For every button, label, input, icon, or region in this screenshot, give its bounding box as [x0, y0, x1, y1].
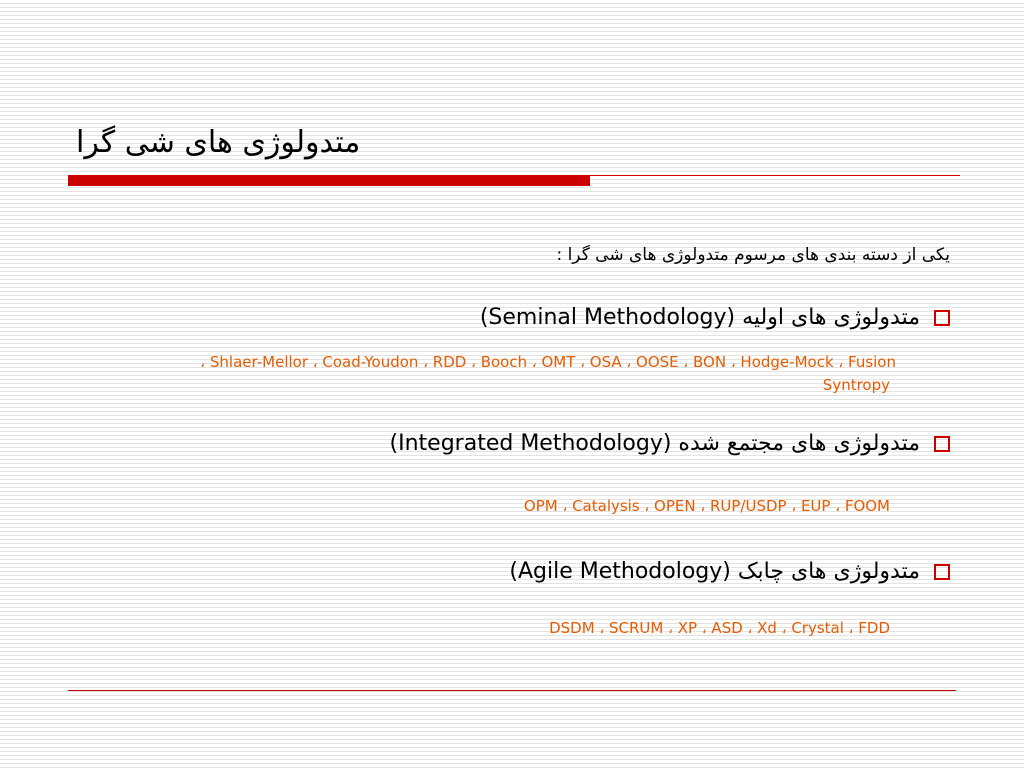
- section-heading: متدولوژی های مجتمع شده (Integrated Methodology): [389, 431, 920, 456]
- section-items: [549, 617, 890, 640]
- slide-title: متدولوژی های شی گرا: [76, 125, 361, 160]
- section-items: [200, 351, 896, 397]
- section-heading: متدولوژی های چابک (Agile Methodology): [509, 559, 920, 584]
- hollow-square-bullet-icon: [934, 564, 950, 580]
- section-integrated: [390, 431, 950, 456]
- section-items: [524, 495, 890, 518]
- hollow-square-bullet-icon: [934, 436, 950, 452]
- title-rule-thick: [68, 176, 590, 186]
- hollow-square-bullet-icon: [934, 310, 950, 326]
- items-line: Shlaer-Mellor ، Coad-Youdon ، RDD ، Booch ، OMT ، OSA ، OOSE ، BON ، Hodge-Mock ، Fusion ،: [200, 353, 896, 371]
- items-line: DSDM ، SCRUM ، XP ، ASD ، Xd ، Crystal ، FDD: [549, 619, 890, 637]
- section-heading: متدولوژی های اولیه (Seminal Methodology): [479, 305, 920, 330]
- items-line: OPM ، Catalysis ، OPEN ، RUP/USDP ، EUP ، FOOM: [523, 497, 890, 515]
- section-seminal: [480, 305, 950, 330]
- footer-rule: [68, 690, 956, 691]
- section-agile: [509, 559, 950, 584]
- intro-text: یکی از دسته بندی های مرسوم متدولوژی های شی گرا :: [556, 245, 950, 265]
- items-line: Syntropy: [822, 376, 890, 394]
